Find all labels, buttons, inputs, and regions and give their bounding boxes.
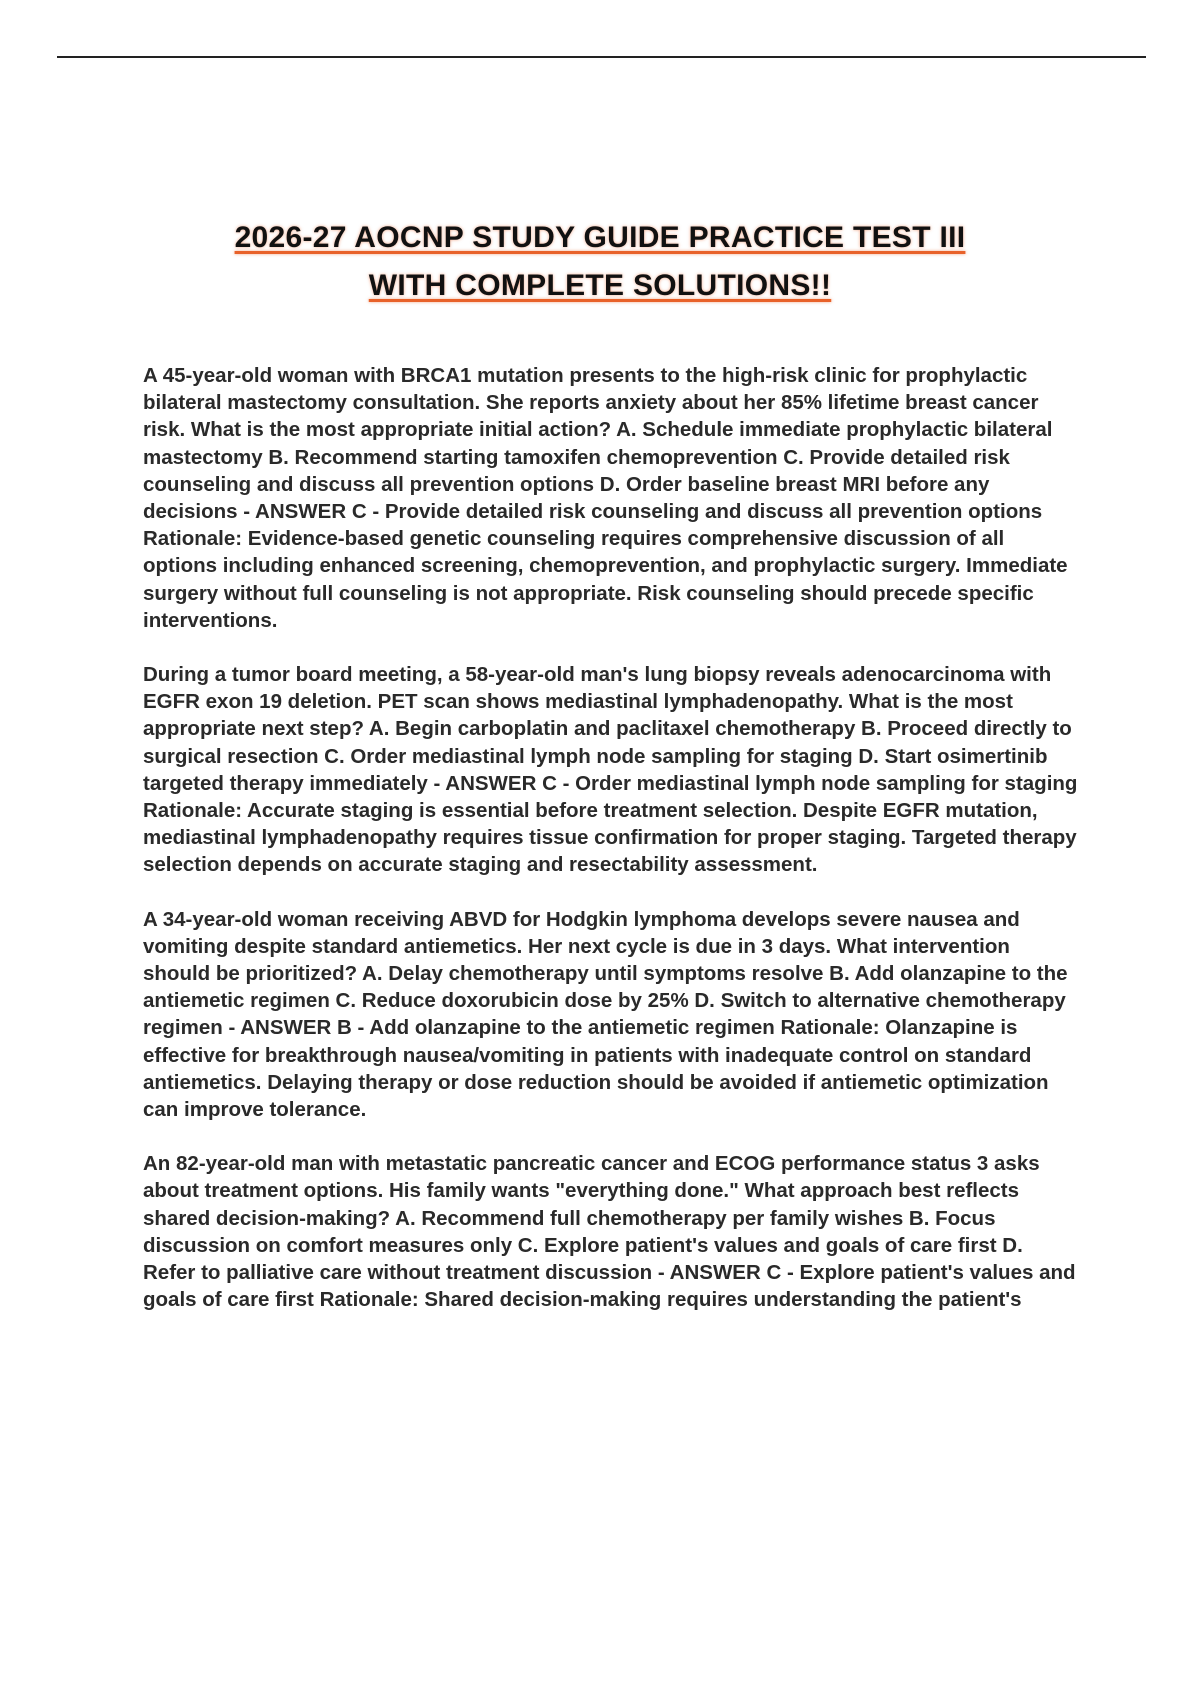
- question-2: During a tumor board meeting, a 58-year-old man's lung biopsy reveals adenocarcinoma with EGFR exon 19 deletion. PET scan shows mediastinal lymphadenopathy. What is the most appropriate next step? A. Begin carboplatin and paclitaxel chemotherapy B. Proceed directly to surgical resection C. Order mediastinal lymph node sampling for staging D. Start osimertinib targeted therapy immediately - ANSWER C - Order mediastinal lymph node sampling for staging Rationale: Accurate staging is essential before treatment selection. Despite EGFR mutation, mediastinal lymphadenopathy requires tissue confirmation for proper staging. Targeted therapy selection depends on accurate staging and resectability assessment.: [143, 663, 1078, 877]
- question-1: A 45-year-old woman with BRCA1 mutation presents to the high-risk clinic for prophylactic bilateral mastectomy consultation. She reports anxiety about her 85% lifetime breast cancer risk. What is the most appropriate initial action? A. Schedule immediate prophylactic bilateral mastectomy B. Recommend starting tamoxifen chemoprevention C. Provide detailed risk counseling and discuss all prevention options D. Order baseline breast MRI before any decisions - ANSWER C - Provide detailed risk counseling and discuss all prevention options Rationale: Evidence-based genetic counseling requires comprehensive discussion of all options including enhanced screening, chemoprevention, and prophylactic surgery. Immediate surgery without full counseling is not appropriate. Risk counseling should precede specific interventions.: [143, 364, 1068, 632]
- title-line-2: WITH COMPLETE SOLUTIONS!!: [368, 269, 832, 302]
- title-line-1: 2026-27 AOCNP STUDY GUIDE PRACTICE TEST III: [234, 221, 966, 254]
- question-3: A 34-year-old woman receiving ABVD for Hodgkin lymphoma develops severe nausea and vomiting despite standard antiemetics. Her next cycle is due in 3 days. What intervention should be prioritized? A. Delay chemotherapy until symptoms resolve B. Add olanzapine to the antiemetic regimen C. Reduce doxorubicin dose by 25% D. Switch to alternative chemotherapy regimen - ANSWER B - Add olanzapine to the antiemetic regimen Rationale: Olanzapine is effective for breakthrough nausea/vomiting in patients with inadequate control on standard antiemetics. Delaying therapy or dose reduction should be avoided if antiemetic optimization can improve tolerance.: [143, 907, 1068, 1122]
- top-divider: [57, 56, 1146, 58]
- document-title: [100, 214, 1100, 310]
- question-4: An 82-year-old man with metastatic pancreatic cancer and ECOG performance status 3 asks about treatment options. His family wants "everything done." What approach best reflects shared decision-making? A. Recommend full chemotherapy per family wishes B. Focus discussion on comfort measures only C. Explore patient's values and goals of care first D. Refer to palliative care without treatment discussion - ANSWER C - Explore patient's values and goals of care first Rationale: Shared decision-making requires understanding the patient's: [143, 1152, 1076, 1312]
- document-body: [143, 362, 1079, 1341]
